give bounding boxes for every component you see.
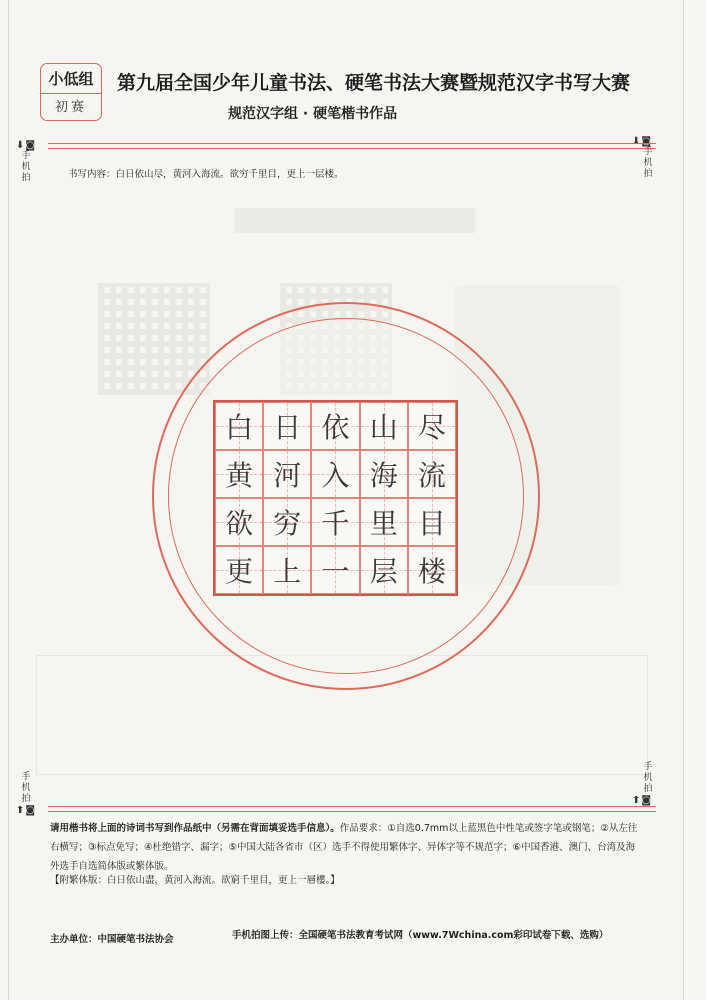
marker-label: 手机拍 [643, 762, 653, 794]
page-title: 第九届全国少年儿童书法、硬笔书法大赛暨规范汉字书写大赛 [117, 72, 631, 94]
bottom-double-rule [48, 806, 656, 812]
grid-cell: 层 [360, 546, 408, 594]
group-badge [40, 63, 102, 121]
requirements-body: 作品要求：①自选0.7mm以上蓝黑色中性笔或签字笔或钢笔；②从左往右横写；③标点免写；④杜绝错字、漏字；⑤中国大陆各省市（区）选手不得使用繁体字、异体字等不规范字；⑥中国香港、澳门、台湾及海外选手自选简体版或繁体版。 [50, 823, 638, 872]
grid-cell: 入 [311, 450, 359, 498]
grid-cell: 流 [408, 450, 456, 498]
organizer: 主办单位：中国硬笔书法协会 [50, 934, 174, 945]
round-label: 初赛 [54, 100, 87, 115]
grid-cell: 黄 [215, 450, 263, 498]
camera-upload-icon: ⬆◙ [631, 795, 653, 806]
marker-label: 手机拍 [21, 772, 31, 804]
grid-cell: 尽 [408, 402, 456, 450]
grid-cell: 里 [360, 498, 408, 546]
requirements-intro: 请用楷书将上面的诗词书写到作品纸中（另需在背面填妥选手信息）。 [50, 823, 340, 834]
grid-cell: 一 [311, 546, 359, 594]
grid-cell: 依 [311, 402, 359, 450]
photo-marker-bottom-right [630, 762, 654, 806]
scan-edge-right [683, 0, 684, 1000]
photo-marker-bottom-left [16, 772, 36, 816]
group-label: 小低组 [41, 64, 101, 94]
grid-cell: 更 [215, 546, 263, 594]
grid-cell: 河 [263, 450, 311, 498]
writing-grid [213, 400, 458, 596]
traditional-version: 【附繁体版：白日依山盡，黄河入海流。欲窮千里目，更上一層樓。】 [50, 875, 340, 886]
writing-content [68, 166, 344, 180]
grid-cell: 上 [263, 546, 311, 594]
top-double-rule [48, 143, 656, 149]
camera-download-icon: ⬇◙ [631, 136, 653, 147]
requirements-text [50, 819, 640, 876]
grid-cell: 白 [215, 402, 263, 450]
grid-cell: 目 [408, 498, 456, 546]
upload-camera-icon: ⬆◙ [16, 805, 37, 816]
grid-cell: 山 [360, 402, 408, 450]
writing-content-label: 书写内容： [68, 169, 116, 180]
grid-cell: 穷 [263, 498, 311, 546]
print-through-heading: ▇▇▇▇▇▇▇▇▇▇▇▇▇ [235, 205, 475, 233]
grid-cell: 楼 [408, 546, 456, 594]
marker-label: 手机拍 [21, 151, 31, 183]
grid-cell: 日 [263, 402, 311, 450]
grid-cell: 千 [311, 498, 359, 546]
writing-content-text: 白日依山尽，黄河入海流。欲穷千里目，更上一层楼。 [115, 169, 344, 180]
scan-edge-left [8, 0, 9, 1000]
upload-info: 手机拍图上传：全国硬笔书法教育考试网（www.7Wchina.com彩印试卷下载、选购） [232, 930, 609, 941]
grid-cell: 海 [360, 450, 408, 498]
photo-marker-top-left [16, 140, 36, 184]
marker-label: 手机拍 [643, 147, 653, 179]
download-camera-icon: ⬇◙ [16, 140, 37, 151]
grid-cell: 欲 [215, 498, 263, 546]
page-subtitle: 规范汉字组 · 硬笔楷书作品 [228, 106, 398, 122]
